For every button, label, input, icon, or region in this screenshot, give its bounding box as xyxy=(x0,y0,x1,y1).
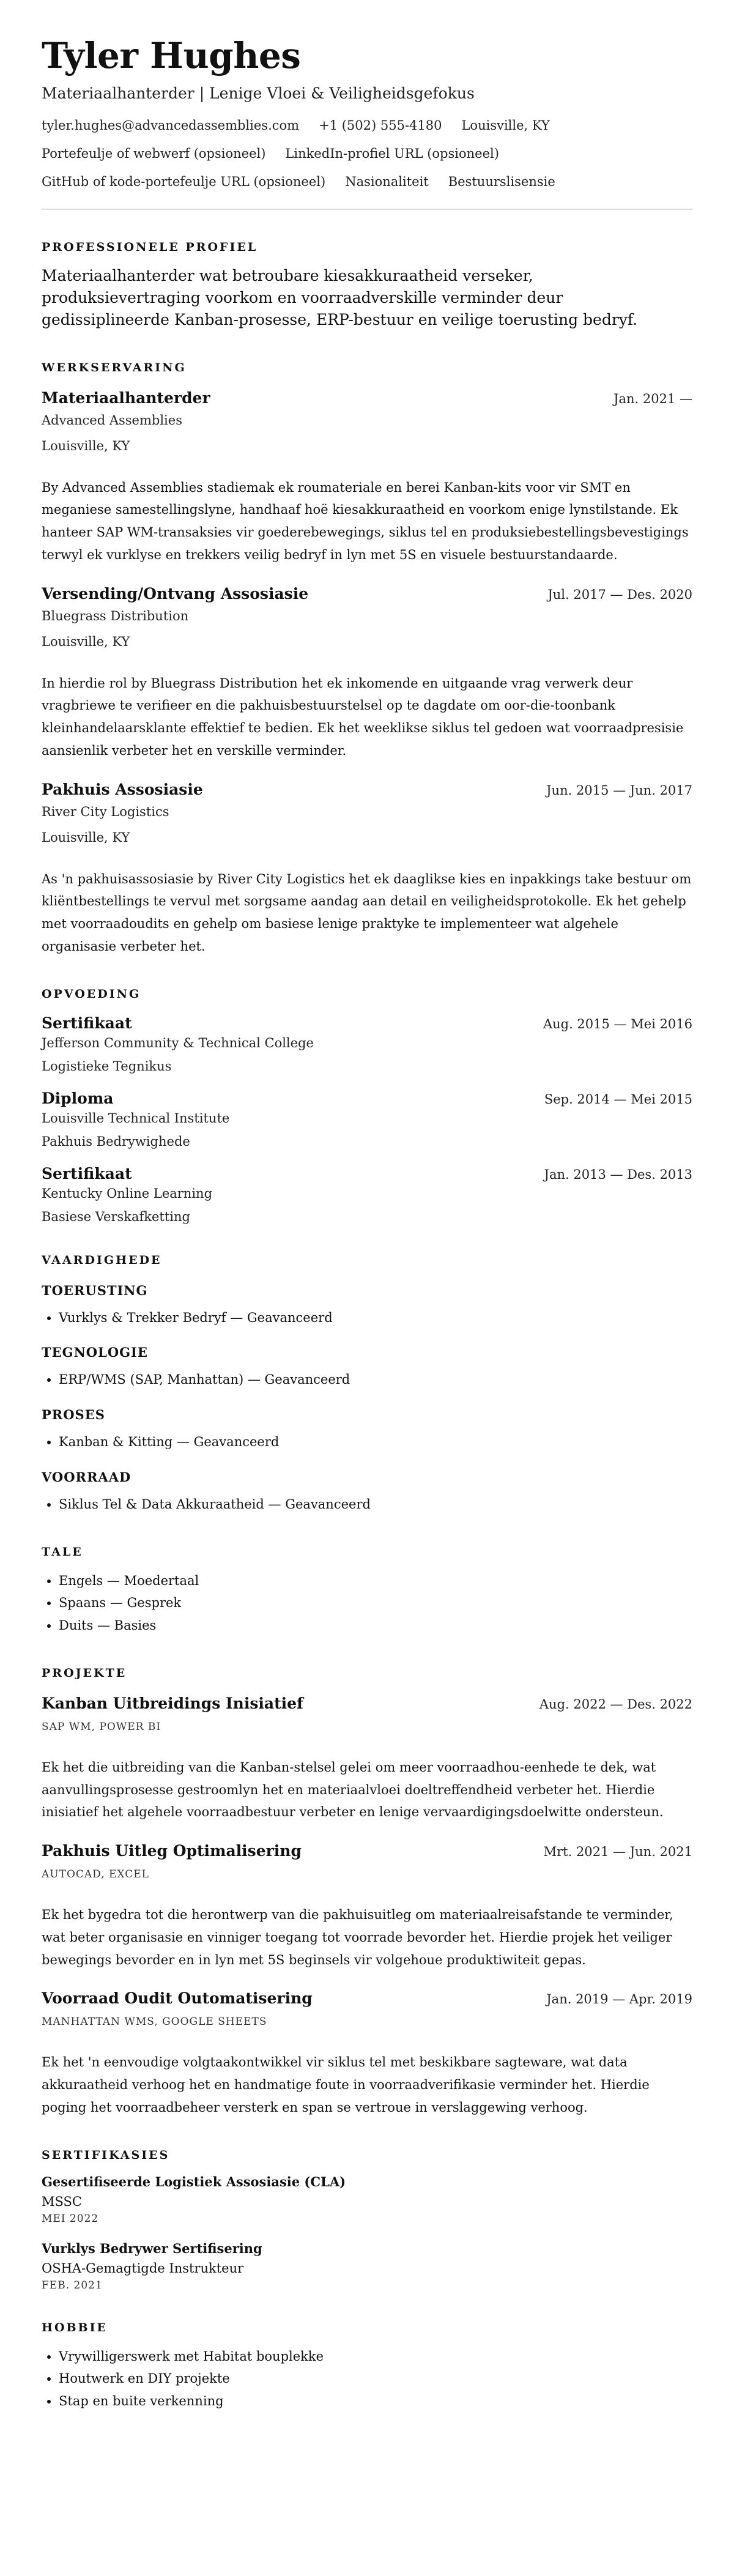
section-title-languages: TALE xyxy=(42,1545,83,1559)
education-field: Logistieke Tegnikus xyxy=(42,1058,172,1074)
certification-entry xyxy=(42,2174,692,2225)
job-company: Advanced Assemblies xyxy=(42,412,182,428)
skill-category: PROSES xyxy=(42,1407,105,1423)
job-location: Louisville, KY xyxy=(42,830,130,845)
contact-location: Louisville, KY xyxy=(461,117,550,133)
skill-list xyxy=(42,1368,692,1391)
contact-github[interactable]: GitHub of kode-portefeulje URL (opsioneel) xyxy=(42,174,326,189)
hobby-item: • Houtwerk en DIY projekte xyxy=(59,2367,692,2390)
job-description: By Advanced Assemblies stadiemak ek roumateriale en berei Kanban-kits voor vir SMT en meganiese samestellingslyne, handhaaf hoë kiesakkuraatheid en voorkom enige lynstilstande. Ek hanteer SAP WM-transaksies vir goederebewegings, siklus tel en produksiebestellingsbevestigings terwyl ek vurklyse en trekkers veilig bedryf in lyn met 5S en visuele bestuurstandaarde. xyxy=(42,480,689,562)
skill-item: • Kanban & Kitting — Geavanceerd xyxy=(59,1431,692,1453)
skill-category: VOORRAAD xyxy=(42,1469,132,1485)
section-title-hobbies: HOBBIE xyxy=(42,2320,108,2334)
language-item: • Duits — Basies xyxy=(59,1614,692,1637)
education-entry xyxy=(42,1089,692,1149)
section-title-profile: PROFESSIONELE PROFIEL xyxy=(42,240,258,254)
certification-issuer: OSHA-Gemagtigde Instrukteur xyxy=(42,2260,244,2276)
job-title: Materiaalhanterder xyxy=(42,388,210,407)
project-title: Kanban Uitbreidings Inisiatief xyxy=(42,1694,303,1712)
contact-license: Bestuurslisensie xyxy=(448,174,555,189)
hobby-item: • Stap en buite verkenning xyxy=(59,2390,692,2413)
language-item: • Spaans — Gesprek xyxy=(59,1592,692,1614)
education-degree: Sertifikaat xyxy=(42,1014,132,1032)
section-title-education: OPVOEDING xyxy=(42,987,141,1001)
job-company: River City Logistics xyxy=(42,804,169,819)
education-degree: Sertifikaat xyxy=(42,1164,132,1182)
project-entry xyxy=(42,1842,692,1971)
candidate-name: Tyler Hughes xyxy=(42,35,301,76)
certification-date: MEI 2022 xyxy=(42,2212,99,2225)
project-date: Aug. 2022 — Des. 2022 xyxy=(539,1696,692,1712)
skill-item: • Siklus Tel & Data Akkuraatheid — Geavanceerd xyxy=(59,1493,692,1516)
project-date: Mrt. 2021 — Jun. 2021 xyxy=(543,1844,692,1860)
education-degree: Diploma xyxy=(42,1089,114,1107)
hobby-list xyxy=(42,2345,692,2413)
project-tools: MANHATTAN WMS, GOOGLE SHEETS xyxy=(42,2016,267,2029)
project-tools: AUTOCAD, EXCEL xyxy=(42,1868,149,1881)
education-date: Aug. 2015 — Mei 2016 xyxy=(543,1016,692,1031)
contact-row-extra xyxy=(42,174,692,189)
skill-item: • Vurklys & Trekker Bedryf — Geavanceerd xyxy=(59,1307,692,1329)
job-location: Louisville, KY xyxy=(42,438,130,453)
contact-row-links xyxy=(42,146,692,161)
certification-title: Vurklys Bedrywer Sertifisering xyxy=(42,2240,262,2256)
job-date: Jul. 2017 — Des. 2020 xyxy=(547,587,692,602)
section-title-certifications: SERTIFIKASIES xyxy=(42,2148,170,2162)
language-item: • Engels — Moedertaal xyxy=(59,1570,692,1592)
education-entry xyxy=(42,1014,692,1074)
education-field: Basiese Verskafketting xyxy=(42,1209,190,1224)
job-date: Jan. 2021 — xyxy=(614,391,692,406)
contact-portfolio[interactable]: Portefeulje of webwerf (opsioneel) xyxy=(42,146,266,161)
candidate-subtitle: Materiaalhanterder | Lenige Vloei & Veiligheidsgefokus xyxy=(42,84,475,102)
experience-entry xyxy=(42,781,692,958)
skill-list xyxy=(42,1307,692,1329)
project-tools: SAP WM, POWER BI xyxy=(42,1720,161,1733)
section-title-projects: PROJEKTE xyxy=(42,1666,127,1680)
job-company: Bluegrass Distribution xyxy=(42,608,189,623)
certification-title: Gesertifiseerde Logistiek Assosiasie (CLA) xyxy=(42,2173,346,2189)
experience-entry xyxy=(42,389,692,566)
education-school: Jefferson Community & Technical College xyxy=(42,1035,314,1050)
job-description: As 'n pakhuisassosiasie by River City Logistics het ek daaglikse kies en inpakkings take bestuur om kliëntbestellings te vervul met sorgsame aandag aan detail en veiligheidsprotokolle. Ek het gehelp met voorraadoudits en gehelp om basiese lenige praktyke te implementeer wat algehele organisasie verbeter het. xyxy=(42,871,692,954)
education-field: Pakhuis Bedrywighede xyxy=(42,1134,190,1149)
skill-item: • ERP/WMS (SAP, Manhattan) — Geavanceerd xyxy=(59,1368,692,1391)
education-date: Sep. 2014 — Mei 2015 xyxy=(544,1091,692,1107)
project-title: Pakhuis Uitleg Optimalisering xyxy=(42,1842,302,1860)
project-date: Jan. 2019 — Apr. 2019 xyxy=(546,1992,692,2007)
experience-entry xyxy=(42,585,692,762)
certification-date: FEB. 2021 xyxy=(42,2279,103,2292)
project-description: Ek het 'n eenvoudige volgtaakontwikkel vir siklus tel met beskikbare sagteware, wat data akkuraatheid verhoog het en handmatige foute in voorraadverifikasie verminder het. Hierdie poging het voorraadbeheer versterk en span se vertroue in verslaggewing verhoog. xyxy=(42,2055,650,2115)
profile-summary: Materiaalhanterder wat betroubare kiesakkuraatheid verseker, produksievertraging voorkom en voorraadverskille verminder deur gedissiplineerde Kanban-prosesse, ERP-bestuur en veilige toerusting bedryf. xyxy=(42,266,638,329)
project-description: Ek het bygedra tot die herontwerp van die pakhuisuitleg om materiaalreisafstande te verminder, wat beter organisasie en vinniger toegang tot voorrade bevorder het. Hierdie projek het veiliger bewegings bevorder en in lyn met 5S beginsels vir volgehoue produktiwiteit gepas. xyxy=(42,1907,673,1967)
project-entry xyxy=(42,1694,692,1824)
header-divider xyxy=(42,209,692,210)
hobby-item: • Vrywilligerswerk met Habitat bouplekke xyxy=(59,2345,692,2368)
job-title: Versending/Ontvang Assosiasie xyxy=(42,584,309,603)
skill-category: TEGNOLOGIE xyxy=(42,1345,148,1360)
skill-list xyxy=(42,1431,692,1453)
education-entry xyxy=(42,1165,692,1224)
project-title: Voorraad Oudit Outomatisering xyxy=(42,1989,313,2008)
project-description: Ek het die uitbreiding van die Kanban-stelsel gelei om meer voorraadhou-eenhede te dek, wat aanvullingsprosesse gestroomlyn het en materiaalvloei doeltreffendheid verbeter het. Hierdie inisiatief het algehele voorraadbestuur verbeter en lenige vervaardigingsdoelwitte ondersteun. xyxy=(42,1759,664,1820)
education-school: Louisville Technical Institute xyxy=(42,1110,230,1126)
job-location: Louisville, KY xyxy=(42,634,130,649)
contact-linkedin[interactable]: LinkedIn-profiel URL (opsioneel) xyxy=(285,146,499,161)
education-date: Jan. 2013 — Des. 2013 xyxy=(544,1167,692,1182)
contact-email[interactable]: tyler.hughes@advancedassemblies.com xyxy=(42,117,300,133)
contact-phone[interactable]: +1 (502) 555-4180 xyxy=(319,117,442,133)
job-date: Jun. 2015 — Jun. 2017 xyxy=(546,782,692,798)
contact-nationality: Nasionaliteit xyxy=(345,174,429,189)
section-title-skills: VAARDIGHEDE xyxy=(42,1253,162,1267)
job-description: In hierdie rol by Bluegrass Distribution het ek inkomende en uitgaande vrag verwerk deur vragbriewe te verifieer en die pakhuisbestuurstelsel op te dagdate om oor-die-toonbank kleinhandelaarsklante effektief te bedien. Ek het weeklikse siklus tel gedoen wat voorraadpresisie aansienlik verbeter het en verskille verminder. xyxy=(42,675,684,758)
job-title: Pakhuis Assosiasie xyxy=(42,780,203,798)
section-title-experience: WERKSERVARING xyxy=(42,360,187,374)
education-school: Kentucky Online Learning xyxy=(42,1186,213,1201)
certification-entry xyxy=(42,2241,692,2292)
certification-issuer: MSSC xyxy=(42,2194,82,2209)
project-entry xyxy=(42,1989,692,2118)
skill-list xyxy=(42,1493,692,1516)
skill-category: TOERUSTING xyxy=(42,1282,148,1298)
contact-row-primary xyxy=(42,118,692,133)
language-list xyxy=(42,1570,692,1637)
